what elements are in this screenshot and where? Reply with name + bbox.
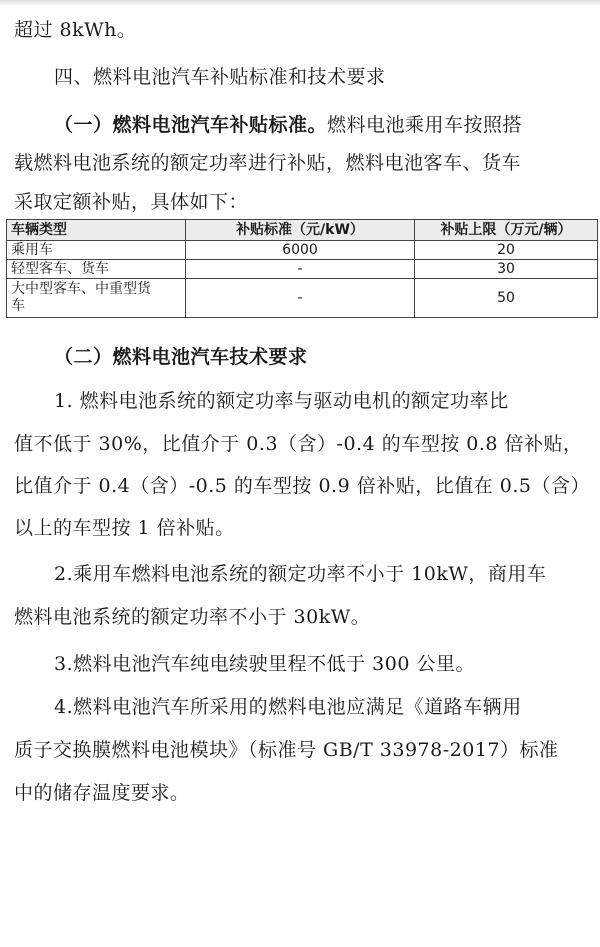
text-line: 质子交换膜燃料电池模块》（标准号 GB/T 33978-2017）标准 [14, 739, 559, 761]
text-line [54, 112, 589, 138]
text-line: 采取定额补贴，具体如下： [14, 191, 249, 213]
subsection-heading: （一）燃料电池汽车补贴标准。 [54, 114, 328, 136]
cell-text: 大中型客车、中重型货车 [11, 281, 151, 314]
table-row [7, 260, 598, 279]
section-heading: 四、燃料电池汽车补贴标准和技术要求 [54, 66, 386, 88]
text-line: 载燃料电池系统的额定功率进行补贴，燃料电池客车、货车 [14, 152, 522, 174]
table-cell: 6000 [186, 241, 415, 260]
table-cell: 50 [415, 279, 598, 318]
text-line: 以上的车型按 1 倍补贴。 [14, 517, 235, 539]
text-line: 中的储存温度要求。 [14, 782, 190, 804]
table-row [7, 241, 598, 260]
table-cell: 轻型客车、货车 [7, 260, 186, 279]
table-cell: - [186, 260, 415, 279]
text-line: 燃料电池系统的额定功率不小于 30kW。 [14, 606, 371, 628]
subsidy-table [6, 219, 598, 318]
text-line: 比值介于 0.4（含）-0.5 的车型按 0.9 倍补贴，比值在 0.5（含） [14, 475, 590, 497]
text-line: 4.燃料电池汽车所采用的燃料电池应满足《道路车辆用 [54, 696, 522, 718]
table-cell: - [186, 279, 415, 318]
page-edge [0, 0, 600, 6]
text-line: 1. 燃料电池系统的额定功率与驱动电机的额定功率比 [54, 390, 509, 412]
column-header: 车辆类型 [7, 220, 186, 241]
table-cell: 20 [415, 241, 598, 260]
text-run: 燃料电池乘用车按照搭 [327, 114, 523, 136]
table-cell: 30 [415, 260, 598, 279]
text-line: 2.乘用车燃料电池系统的额定功率不小于 10kW，商用车 [54, 563, 547, 585]
table-cell: 乘用车 [7, 241, 186, 260]
column-header: 补贴标准（元/kW） [186, 220, 415, 241]
column-header: 补贴上限（万元/辆） [415, 220, 598, 241]
text-line: 超过 8kWh。 [14, 19, 137, 41]
table-cell [7, 279, 186, 318]
table-row [7, 279, 598, 318]
text-line: 值不低于 30%，比值介于 0.3（含）-0.4 的车型按 0.8 倍补贴， [14, 433, 583, 455]
subsection-heading: （二）燃料电池汽车技术要求 [54, 346, 308, 368]
table-header-row [7, 220, 598, 241]
text-line: 3.燃料电池汽车纯电续驶里程不低于 300 公里。 [54, 653, 475, 675]
